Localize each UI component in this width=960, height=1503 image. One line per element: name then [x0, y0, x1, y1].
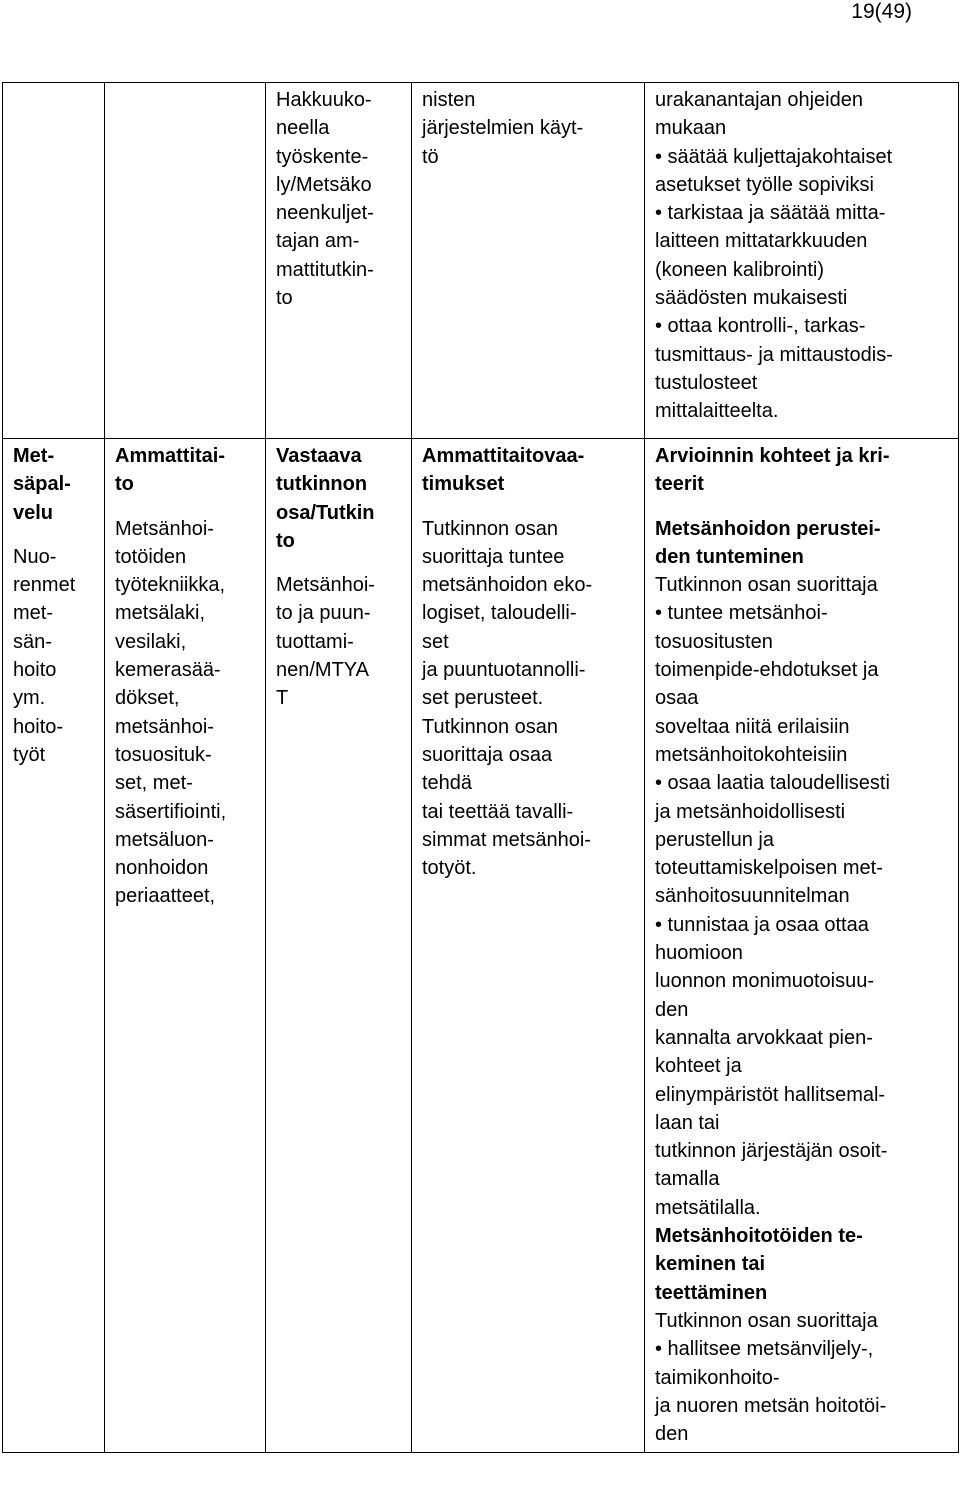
text-line: metsäluon- — [115, 828, 214, 851]
text-line: säädösten mukaisesti — [655, 287, 848, 310]
text-line: ly/Metsäko — [276, 173, 372, 196]
cell-r1-c1 — [3, 83, 105, 439]
text-line: metsälaki, — [115, 602, 206, 625]
text-line: perustellun ja — [655, 828, 774, 851]
requirements-body — [422, 515, 638, 883]
text-line: tamalla — [655, 1168, 720, 1191]
text-line: simmat metsänhoi- — [422, 828, 591, 851]
text-line: Ammattitaitovaa- — [422, 445, 585, 467]
text-line: Tutkinnon osan suorittaja — [655, 1309, 878, 1332]
text-line: den — [655, 998, 689, 1021]
text-line: Nuo- — [13, 545, 57, 568]
text-line: elinympäristöt hallitsemal- — [655, 1083, 886, 1106]
text-line: to — [276, 287, 293, 310]
text-line: Metsänhoi- — [115, 517, 214, 540]
criteria-section-body — [655, 1307, 952, 1448]
text-line: logiset, taloudelli- — [422, 602, 577, 625]
text-line: työtekniikka, — [115, 574, 226, 597]
text-line: Tutkinnon osan — [422, 517, 559, 540]
text-line: neenkuljet- — [276, 202, 374, 225]
text-line: Metsänhoi- — [276, 574, 375, 597]
text-line: den tunteminen — [655, 545, 804, 568]
text-line: tosuosituk- — [115, 743, 212, 766]
text-line: kohteet ja — [655, 1055, 742, 1078]
text-line: teerit — [655, 473, 704, 496]
text-line: kannalta arvokkaat pien- — [655, 1026, 873, 1049]
text-line: toimenpide-ehdotukset ja — [655, 659, 879, 682]
assessment-criteria-continued — [655, 86, 952, 426]
text-line: metsätilalla. — [655, 1196, 761, 1219]
service-body — [13, 543, 100, 769]
qualification-table — [2, 82, 959, 1453]
text-line: teettäminen — [655, 1281, 768, 1304]
service-heading — [13, 442, 100, 527]
text-line: timukset — [422, 473, 505, 496]
text-line: Ammattitai- — [115, 445, 226, 467]
text-line: Met- — [13, 445, 55, 467]
text-line: työt — [13, 743, 46, 766]
text-line: Arvioinnin kohteet ja kri- — [655, 445, 890, 467]
text-line: osa/Tutkin — [276, 501, 375, 524]
text-line: renmet — [13, 574, 76, 597]
cell-r2-c5 — [645, 439, 959, 1453]
requirements-heading — [422, 442, 638, 499]
text-line: kemerasää- — [115, 659, 221, 682]
text-line: velu — [13, 501, 54, 524]
page-number: 19(49) — [851, 0, 912, 23]
text-line: ja nuoren metsän hoitotöi- — [655, 1394, 887, 1417]
text-line: suorittaja tuntee — [422, 545, 565, 568]
cell-r2-c2 — [105, 439, 266, 1453]
text-line: laitteen mittatarkkuuden — [655, 230, 868, 253]
text-line: urakanantajan ohjeiden — [655, 89, 863, 111]
text-line: metsänhoidon eko- — [422, 574, 593, 597]
text-line: mittalaitteelta. — [655, 400, 779, 423]
text-line: soveltaa niitä erilaisiin — [655, 715, 850, 738]
text-line: tehdä — [422, 772, 473, 795]
text-line: • säätää kuljettajakohtaiset — [655, 145, 893, 168]
text-line: nisten — [422, 89, 476, 111]
text-line: järjestelmien käyt- — [422, 117, 584, 140]
text-line: totöiden — [115, 545, 187, 568]
text-line: to — [276, 529, 295, 552]
text-line: tutkinnon järjestäjän osoit- — [655, 1140, 888, 1163]
degree-part-heading — [276, 442, 405, 555]
text-line: Metsänhoidon perustei- — [655, 517, 881, 540]
cell-r1-c2 — [105, 83, 266, 439]
text-line: laan tai — [655, 1111, 720, 1134]
table-row — [3, 83, 959, 439]
text-line: suorittaja osaa — [422, 743, 553, 766]
text-line: to — [115, 473, 134, 496]
text-line: nen/MTYA — [276, 659, 369, 682]
text-line: tosuositusten — [655, 630, 773, 653]
text-line: periaatteet, — [115, 885, 216, 908]
text-line: Tutkinnon osan — [422, 715, 559, 738]
text-line: toteuttamiskelpoisen met- — [655, 857, 883, 880]
degree-name-text — [276, 86, 405, 312]
text-line: tajan am- — [276, 230, 360, 253]
text-line: • osaa laatia taloudellisesti — [655, 772, 890, 795]
text-line: • tuntee metsänhoi- — [655, 602, 828, 625]
text-line: set, met- — [115, 772, 193, 795]
text-line: mattitutkin- — [276, 258, 374, 281]
text-line: to ja puun- — [276, 602, 371, 625]
systems-usage-text — [422, 86, 638, 171]
text-line: ym. — [13, 687, 46, 710]
cell-r2-c4 — [412, 439, 645, 1453]
text-line: sänhoitosuunnitelman — [655, 885, 850, 908]
criteria-section-title — [655, 1222, 952, 1307]
criteria-section-body — [655, 571, 952, 1222]
text-line: sän- — [13, 630, 52, 653]
cell-r2-c3 — [266, 439, 412, 1453]
text-line: Vastaava — [276, 445, 362, 467]
criteria-heading — [655, 442, 952, 499]
text-line: tuottami- — [276, 630, 354, 653]
text-line: metsänhoitokohteisiin — [655, 743, 848, 766]
text-line: huomioon — [655, 942, 743, 965]
text-line: set perusteet. — [422, 687, 544, 710]
text-line: • hallitsee metsänviljely-, — [655, 1338, 874, 1361]
text-line: hoito- — [13, 715, 64, 738]
text-line: (koneen kalibrointi) — [655, 258, 824, 281]
text-line: • tunnistaa ja osaa ottaa — [655, 913, 869, 936]
table-row — [3, 439, 959, 1453]
text-line: osaa — [655, 687, 699, 710]
text-line: metsänhoi- — [115, 715, 214, 738]
text-line: neella — [276, 117, 330, 140]
text-line: ja puuntuotannolli- — [422, 659, 586, 682]
cell-r1-c5 — [645, 83, 959, 439]
text-line: Hakkuuko- — [276, 89, 372, 111]
text-line: • ottaa kontrolli-, tarkas- — [655, 315, 866, 338]
text-line: nonhoidon — [115, 857, 209, 880]
text-line: tutkinnon — [276, 473, 368, 496]
cell-r1-c4 — [412, 83, 645, 439]
text-line: hoito — [13, 659, 57, 682]
text-line: totyöt. — [422, 857, 477, 880]
skill-body — [115, 515, 259, 911]
text-line: asetukset työlle sopiviksi — [655, 173, 874, 196]
text-line: taimikonhoito- — [655, 1366, 780, 1389]
text-line: • tarkistaa ja säätää mitta- — [655, 202, 886, 225]
text-line: den — [655, 1423, 689, 1446]
text-line: säsertifiointi, — [115, 800, 227, 823]
text-line: met- — [13, 602, 53, 625]
text-line: keminen tai — [655, 1253, 766, 1276]
criteria-section-title — [655, 515, 952, 572]
text-line: Metsänhoitotöiden te- — [655, 1225, 863, 1248]
text-line: luonnon monimuotoisuu- — [655, 970, 875, 993]
text-line: dökset, — [115, 687, 180, 710]
cell-r1-c3 — [266, 83, 412, 439]
text-line: T — [276, 687, 289, 710]
text-line: tai teettää tavalli- — [422, 800, 574, 823]
text-line: tustulosteet — [655, 371, 758, 394]
text-line: vesilaki, — [115, 630, 187, 653]
cell-r2-c1 — [3, 439, 105, 1453]
text-line: ja metsänhoidollisesti — [655, 800, 846, 823]
text-line: mukaan — [655, 117, 727, 140]
text-line: työskente- — [276, 145, 369, 168]
text-line: tö — [422, 145, 439, 168]
text-line: tusmittaus- ja mittaustodis- — [655, 343, 893, 366]
degree-part-body — [276, 571, 405, 712]
text-line: set — [422, 630, 449, 653]
skill-heading — [115, 442, 259, 499]
text-line: Tutkinnon osan suorittaja — [655, 574, 878, 597]
text-line: säpal- — [13, 473, 71, 496]
